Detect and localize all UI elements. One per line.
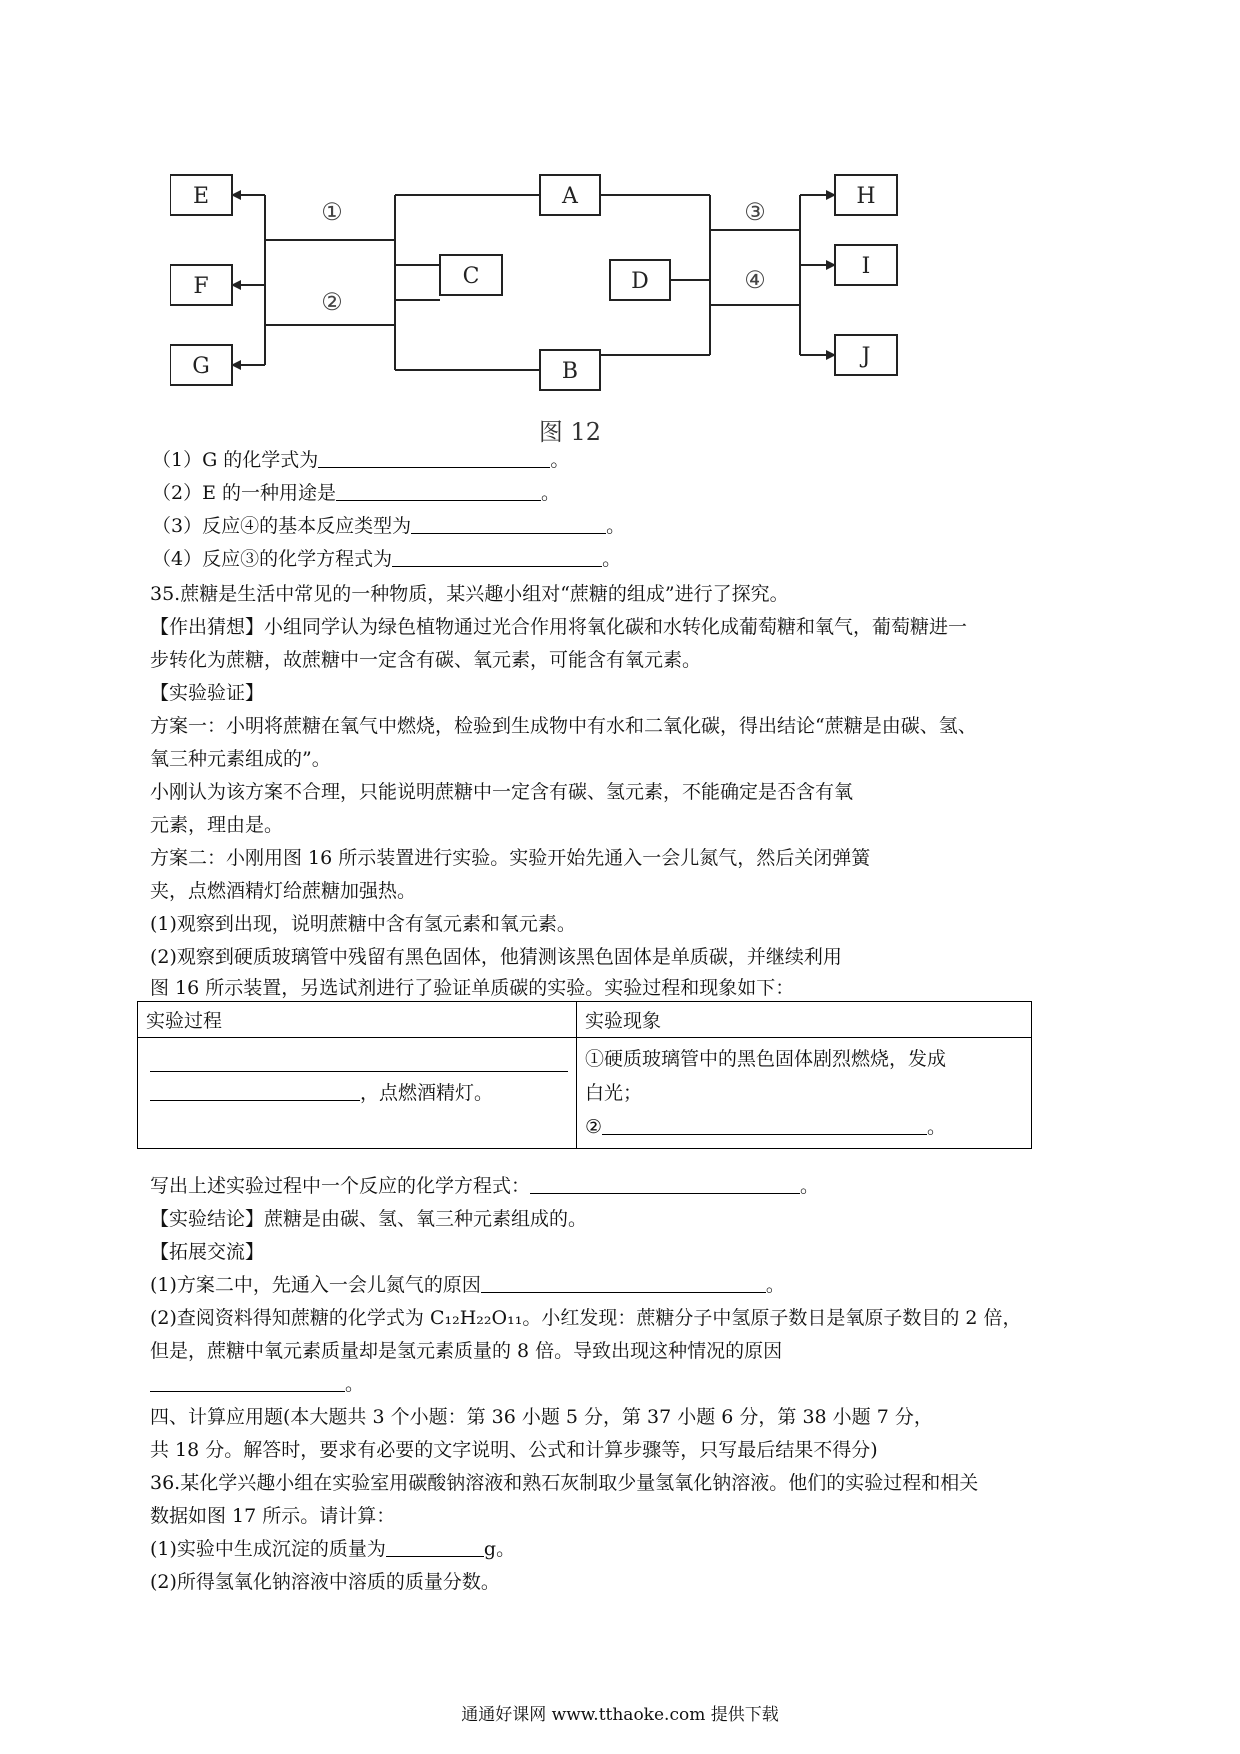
q35-equation-text: 写出上述实验过程中一个反应的化学方程式：: [150, 1175, 531, 1197]
q34-line-4-end: 。: [602, 548, 622, 570]
table-cell-phenomenon: [577, 1038, 1032, 1149]
q35-expand-2b: 但是，蔗糖中氧元素质量却是氢元素质量的 8 倍。导致出现这种情况的原因: [150, 1340, 783, 1362]
part4-heading-1: 四、计算应用题(本大题共 3 个小题：第 36 小题 5 分，第 37 小题 6 分，第 38 小题 7 分，: [150, 1406, 933, 1428]
q34-line-2-text: （2）E 的一种用途是: [152, 482, 336, 504]
q35-guess-1: 【作出猜想】小组同学认为绿色植物通过光合作用将氧化碳和水转化成葡萄糖和氧气，葡萄糖进一: [150, 616, 968, 638]
q35-guess-2: 步转化为蔗糖，故蔗糖中一定含有碳、氧元素，可能含有氧元素。: [150, 649, 702, 671]
table-phenomenon-2b: 。: [927, 1116, 947, 1138]
q35-observe-2a: (2)观察到硬质玻璃管中残留有黑色固体，他猜测该黑色固体是单质碳，并继续利用: [150, 946, 842, 968]
reaction-marker-1: ①: [321, 198, 343, 226]
q35-expand-heading: 【拓展交流】: [150, 1241, 265, 1263]
q36-line-3-text: (1)实验中生成沉淀的质量为: [150, 1538, 386, 1560]
table-phenomenon-1b: 白光；: [585, 1082, 643, 1104]
reaction-marker-3: ③: [744, 198, 766, 226]
page-footer: 通通好课网 www.tthaoke.com 提供下载: [461, 1705, 779, 1725]
q35-equation-end: 。: [800, 1175, 820, 1197]
q35-plan1-a: 方案一：小明将蔗糖在氧气中燃烧，检验到生成物中有水和二氧化碳，得出结论“蔗糖是由碳、氢、: [150, 715, 977, 737]
q34-line-3: [152, 513, 625, 539]
q35-equation-line: [150, 1173, 819, 1199]
node-label-I: I: [861, 254, 871, 279]
node-label-D: D: [631, 269, 649, 294]
q36-line-3: [150, 1536, 515, 1562]
q35-conclusion: 【实验结论】蔗糖是由碳、氢、氧三种元素组成的。: [150, 1208, 588, 1230]
node-label-E: E: [192, 184, 210, 209]
answer-blank[interactable]: [530, 1173, 800, 1194]
answer-blank[interactable]: [386, 1536, 484, 1557]
node-label-G: G: [192, 354, 210, 379]
q35-verify-heading: 【实验验证】: [150, 682, 265, 704]
table-phenomenon-2a: ②: [585, 1116, 603, 1138]
q35-expand-2c-end: 。: [345, 1373, 365, 1395]
q36-line-4: (2)所得氢氧化钠溶液中溶质的质量分数。: [150, 1571, 500, 1593]
node-label-J: J: [861, 344, 871, 369]
table-process-text: ，点燃酒精灯。: [360, 1082, 494, 1104]
table-header-phenomenon: 实验现象: [577, 1002, 1032, 1038]
q35-expand-2c: [150, 1371, 364, 1397]
node-label-F: F: [193, 274, 209, 299]
node-label-B: B: [561, 359, 579, 384]
q35-plan2-b: 夹，点燃酒精灯给蔗糖加强热。: [150, 880, 417, 902]
q34-line-2-end: 。: [541, 482, 561, 504]
q36-line-2: 数据如图 17 所示。请计算：: [150, 1505, 396, 1527]
q35-intro: 35.蔗糖是生活中常见的一种物质，某兴趣小组对“蔗糖的组成”进行了探究。: [150, 583, 789, 605]
q35-expand-1: [150, 1272, 785, 1298]
reaction-diagram: [170, 150, 970, 450]
q34-line-3-end: 。: [606, 515, 626, 537]
table-phenomenon-1a: ①硬质玻璃管中的黑色固体剧烈燃烧，发成: [585, 1048, 947, 1070]
q34-line-3-text: （3）反应④的基本反应类型为: [152, 515, 412, 537]
q35-observe-2b: 图 16 所示装置，另选试剂进行了验证单质碳的实验。实验过程和现象如下：: [150, 977, 795, 999]
reaction-marker-4: ④: [744, 266, 766, 294]
node-label-A: A: [562, 184, 578, 209]
experiment-table: [137, 1001, 1032, 1149]
answer-blank[interactable]: [336, 480, 541, 501]
q35-observe-1: (1)观察到出现，说明蔗糖中含有氢元素和氧元素。: [150, 913, 576, 935]
q34-line-1-end: 。: [550, 449, 570, 471]
answer-blank[interactable]: [150, 1051, 568, 1072]
q34-line-4-text: （4）反应③的化学方程式为: [152, 548, 393, 570]
answer-blank[interactable]: [318, 447, 550, 468]
node-label-C: C: [462, 264, 480, 289]
answer-blank[interactable]: [150, 1080, 360, 1101]
node-label-H: H: [856, 184, 876, 209]
q34-line-4: [152, 546, 621, 572]
q34-line-1: [152, 447, 569, 473]
q35-plan1-c: 小刚认为该方案不合理，只能说明蔗糖中一定含有碳、氢元素，不能确定是否含有氧: [150, 781, 854, 803]
q35-plan2-a: 方案二：小刚用图 16 所示装置进行实验。实验开始先通入一会儿氮气，然后关闭弹簧: [150, 847, 871, 869]
answer-blank[interactable]: [481, 1272, 766, 1293]
q34-line-1-text: （1）G 的化学式为: [152, 449, 319, 471]
answer-blank[interactable]: [150, 1371, 345, 1392]
q35-plan1-b: 氧三种元素组成的”。: [150, 748, 331, 770]
q36-line-1: 36.某化学兴趣小组在实验室用碳酸钠溶液和熟石灰制取少量氢氧化钠溶液。他们的实验过程和相关: [150, 1472, 979, 1494]
q36-line-3-end: g。: [483, 1538, 516, 1560]
reaction-marker-2: ②: [321, 288, 343, 316]
q35-expand-1-end: 。: [765, 1274, 785, 1296]
q35-expand-2a: (2)查阅资料得知蔗糖的化学式为 C₁₂H₂₂O₁₁。小红发现：蔗糖分子中氢原子数日是氧原子数目的 2 倍，: [150, 1307, 1022, 1329]
q35-expand-1-text: (1)方案二中，先通入一会儿氮气的原因: [150, 1274, 481, 1296]
table-cell-process: [138, 1038, 577, 1149]
q35-plan1-d: 元素，理由是。: [150, 814, 284, 836]
q34-line-2: [152, 480, 560, 506]
answer-blank[interactable]: [602, 1114, 927, 1135]
diagram-caption: 图 12: [538, 418, 602, 446]
answer-blank[interactable]: [411, 513, 606, 534]
answer-blank[interactable]: [392, 546, 602, 567]
table-header-process: 实验过程: [138, 1002, 577, 1038]
part4-heading-2: 共 18 分。解答时，要求有必要的文字说明、公式和计算步骤等，只写最后结果不得分): [150, 1439, 878, 1461]
